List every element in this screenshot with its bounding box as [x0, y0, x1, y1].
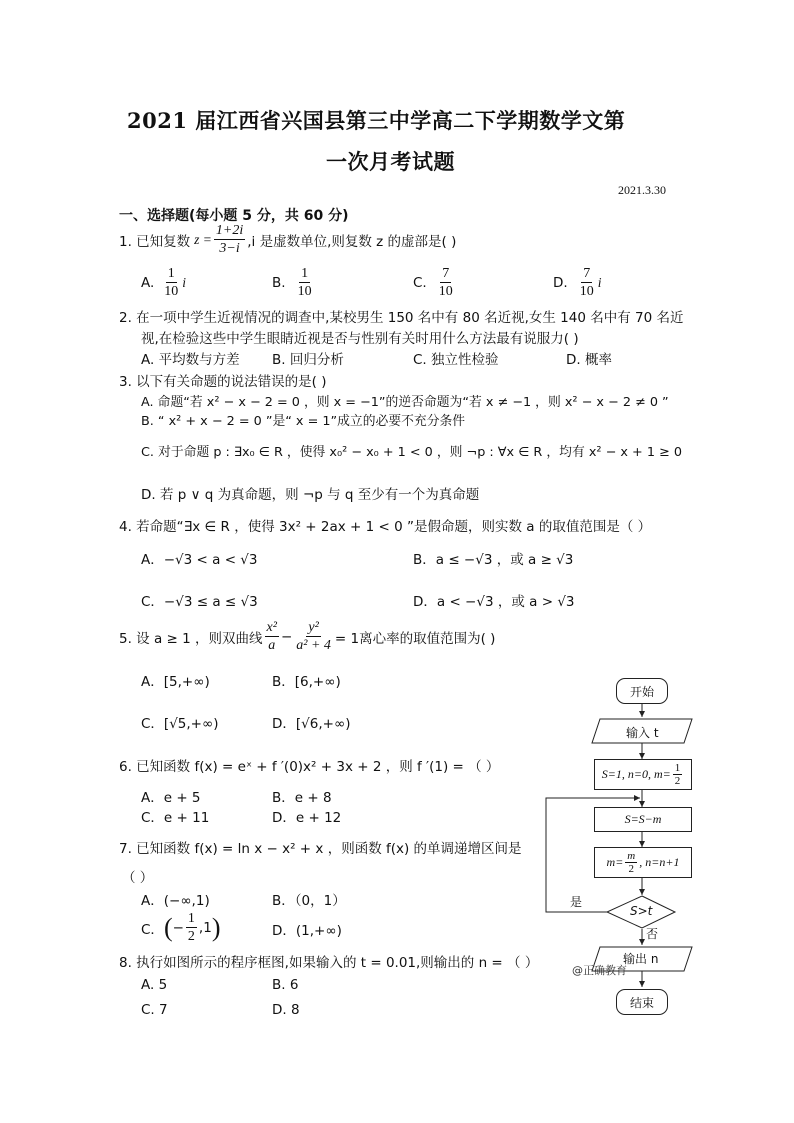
flow-no-label: 否 [646, 927, 659, 941]
q7-option-d: D．(1,+∞) [272, 923, 342, 939]
q5-f1-den: a [268, 638, 276, 653]
question-4: 4. 若命题“∃x ∈ R ，使得 3x² + 2ax + 1 < 0 ”是假命题，则实数 a 的取值范围是（ ） [119, 519, 652, 535]
flow-step2-suffix: , n=n+1 [639, 855, 680, 869]
section-heading: 一、选择题(每小题 5 分，共 60 分) [119, 208, 349, 224]
q3-option-a: A. 命题“若 x² − x − 2 = 0 ，则 x = −1”的逆否命题为“若 x ≠ −1 ，则 x² − x − 2 ≠ 0 ” [141, 395, 669, 410]
q1-a-num: 1 [167, 266, 175, 281]
q1-frac-num: 1+2i [215, 223, 244, 238]
q5-option-c: C．[√5,+∞) [141, 716, 219, 732]
q2-option-a: A. 平均数与方差 [141, 352, 240, 368]
q1-b-den: 10 [297, 284, 312, 299]
q5-option-d: D．[√6,+∞) [272, 716, 351, 732]
q1-d-tail: i [597, 274, 602, 290]
q3-option-c: C. 对于命题 p : ∃x₀ ∈ R ，使得 x₀² − x₀ + 1 < 0 ，则 ¬p : ∀x ∈ R ，均有 x² − x + 1 ≥ 0 [141, 445, 682, 460]
q8-option-a: A. 5 [141, 977, 168, 993]
q4-option-b: B．a ≤ −√3 ，或 a ≥ √3 [413, 552, 574, 568]
q1-suffix: ,i 是虚数单位,则复数 z 的虚部是( ) [247, 233, 457, 250]
q7-c-minus: − [172, 919, 184, 936]
q5-option-b: B．[6,+∞) [272, 674, 341, 690]
flow-cond-label: S>t [630, 904, 653, 918]
q1-a-den: 10 [164, 284, 179, 299]
q1-b-label: B. [272, 274, 286, 291]
flow-output-label: 输出 n [623, 952, 659, 966]
q7-c-post: ,1 [198, 919, 212, 936]
q7-option-c [141, 910, 220, 945]
q1-option-c [413, 265, 457, 300]
page-title-line2: 一次月考试题 [326, 149, 455, 174]
q5-f1-num: x² [266, 620, 277, 635]
question-7-line1: 7. 已知函数 f(x) = ln x − x² + x ，则函数 f(x) 的单调递增区间是 [119, 841, 522, 857]
q1-c-num: 7 [442, 266, 450, 281]
q6-option-a: A．e + 5 [141, 790, 201, 806]
q1-frac-den: 3−i [219, 241, 240, 256]
q6-option-b: B．e + 8 [272, 790, 332, 806]
q7-c-label: C． [141, 921, 164, 938]
q7-c-paren-open: ( [163, 912, 173, 942]
q1-fraction [214, 222, 245, 257]
q2-option-b: B. 回归分析 [272, 352, 344, 368]
q8-option-d: D. 8 [272, 1002, 300, 1018]
flow-init-prefix: S=1, n=0, m= [601, 767, 671, 781]
watermark-text: @正确教育 [572, 964, 627, 977]
question-3: 3. 以下有关命题的说法错误的是( ) [119, 374, 327, 390]
q1-b-num: 1 [301, 266, 309, 281]
flow-step1-box [594, 807, 692, 832]
flow-start [616, 678, 668, 704]
question-5 [119, 619, 495, 654]
question-7-line2: （ ） [122, 870, 154, 886]
question-1 [119, 222, 456, 257]
q4-option-d: D．a < −√3 ，或 a > √3 [413, 594, 575, 610]
q2-option-d: D. 概率 [566, 352, 612, 368]
flow-init-box [594, 759, 692, 790]
flow-end-label: 结束 [629, 995, 654, 1010]
q7-option-b: B．（0，1） [272, 893, 346, 909]
q2-option-c: C. 独立性检验 [413, 352, 499, 368]
flow-step2-den: 2 [628, 863, 635, 875]
q7-option-a: A．(−∞,1) [141, 893, 210, 909]
flow-step2-box [594, 847, 692, 878]
page-title-line1: 2021 届江西省兴国县第三中学高二下学期数学文第 [127, 108, 626, 133]
flow-step2-num: m [627, 850, 636, 862]
q1-a-tail: i [182, 274, 187, 290]
flow-init-num: 1 [674, 762, 681, 774]
q5-suffix: = 1离心率的取值范围为( ) [334, 630, 496, 647]
flow-input-label: 输入 t [626, 726, 659, 740]
q6-option-d: D．e + 12 [272, 810, 342, 826]
q3-option-d: D. 若 p ∨ q 为真命题，则 ¬p 与 q 至少有一个为真命题 [141, 487, 480, 503]
q1-c-den: 10 [438, 284, 453, 299]
q5-minus: − [280, 628, 293, 645]
q7-c-den: 2 [187, 929, 195, 944]
q8-option-c: C. 7 [141, 1002, 168, 1018]
q1-d-den: 10 [579, 284, 594, 299]
q6-option-c: C．e + 11 [141, 810, 210, 826]
question-2-line2: 视,在检验这些中学生眼睛近视是否与性别有关时用什么方法最有说服力( ) [141, 331, 579, 347]
q8-option-b: B. 6 [272, 977, 299, 993]
flow-yes-label: 是 [570, 895, 583, 909]
q7-c-paren-close: ) [211, 912, 221, 942]
q1-lhs: z = [194, 231, 212, 247]
q1-prefix: 1. 已知复数 [119, 233, 191, 250]
q5-f2-den: a² + 4 [296, 638, 331, 653]
flow-start-label: 开始 [629, 684, 654, 699]
q1-option-d [553, 265, 601, 300]
flow-step1-label: S=S−m [624, 812, 662, 826]
q1-d-label: D. [553, 274, 568, 291]
question-2-line1: 2. 在一项中学生近视情况的调查中,某校男生 150 名中有 80 名近视,女生 140 名中有 70 名近 [119, 310, 684, 326]
q1-a-label: A. [141, 274, 155, 291]
q5-prefix: 5. 设 a ≥ 1 ，则双曲线 [119, 630, 263, 647]
q1-option-a [141, 265, 186, 300]
q4-option-a: A．−√3 < a < √3 [141, 552, 258, 568]
q4-option-c: C．−√3 ≤ a ≤ √3 [141, 594, 258, 610]
flow-step2-prefix: m= [606, 855, 624, 869]
question-6: 6. 已知函数 f(x) = eˣ + f ′(0)x² + 3x + 2 ，则 f ′(1) = （ ） [119, 759, 500, 775]
flow-init-den: 2 [674, 775, 681, 787]
q1-option-b [272, 265, 316, 300]
exam-date: 2021.3.30 [618, 183, 666, 197]
q1-c-label: C. [413, 274, 427, 291]
q7-c-num: 1 [187, 911, 195, 926]
flow-end [616, 989, 668, 1015]
question-8: 8. 执行如图所示的程序框图,如果输入的 t = 0.01,则输出的 n = （ ） [119, 955, 539, 971]
q5-option-a: A．[5,+∞) [141, 674, 210, 690]
q1-d-num: 7 [583, 266, 591, 281]
q5-f2-num: y² [308, 620, 319, 635]
q3-option-b: B. “ x² + x − 2 = 0 ”是“ x = 1”成立的必要不充分条件 [141, 414, 466, 429]
